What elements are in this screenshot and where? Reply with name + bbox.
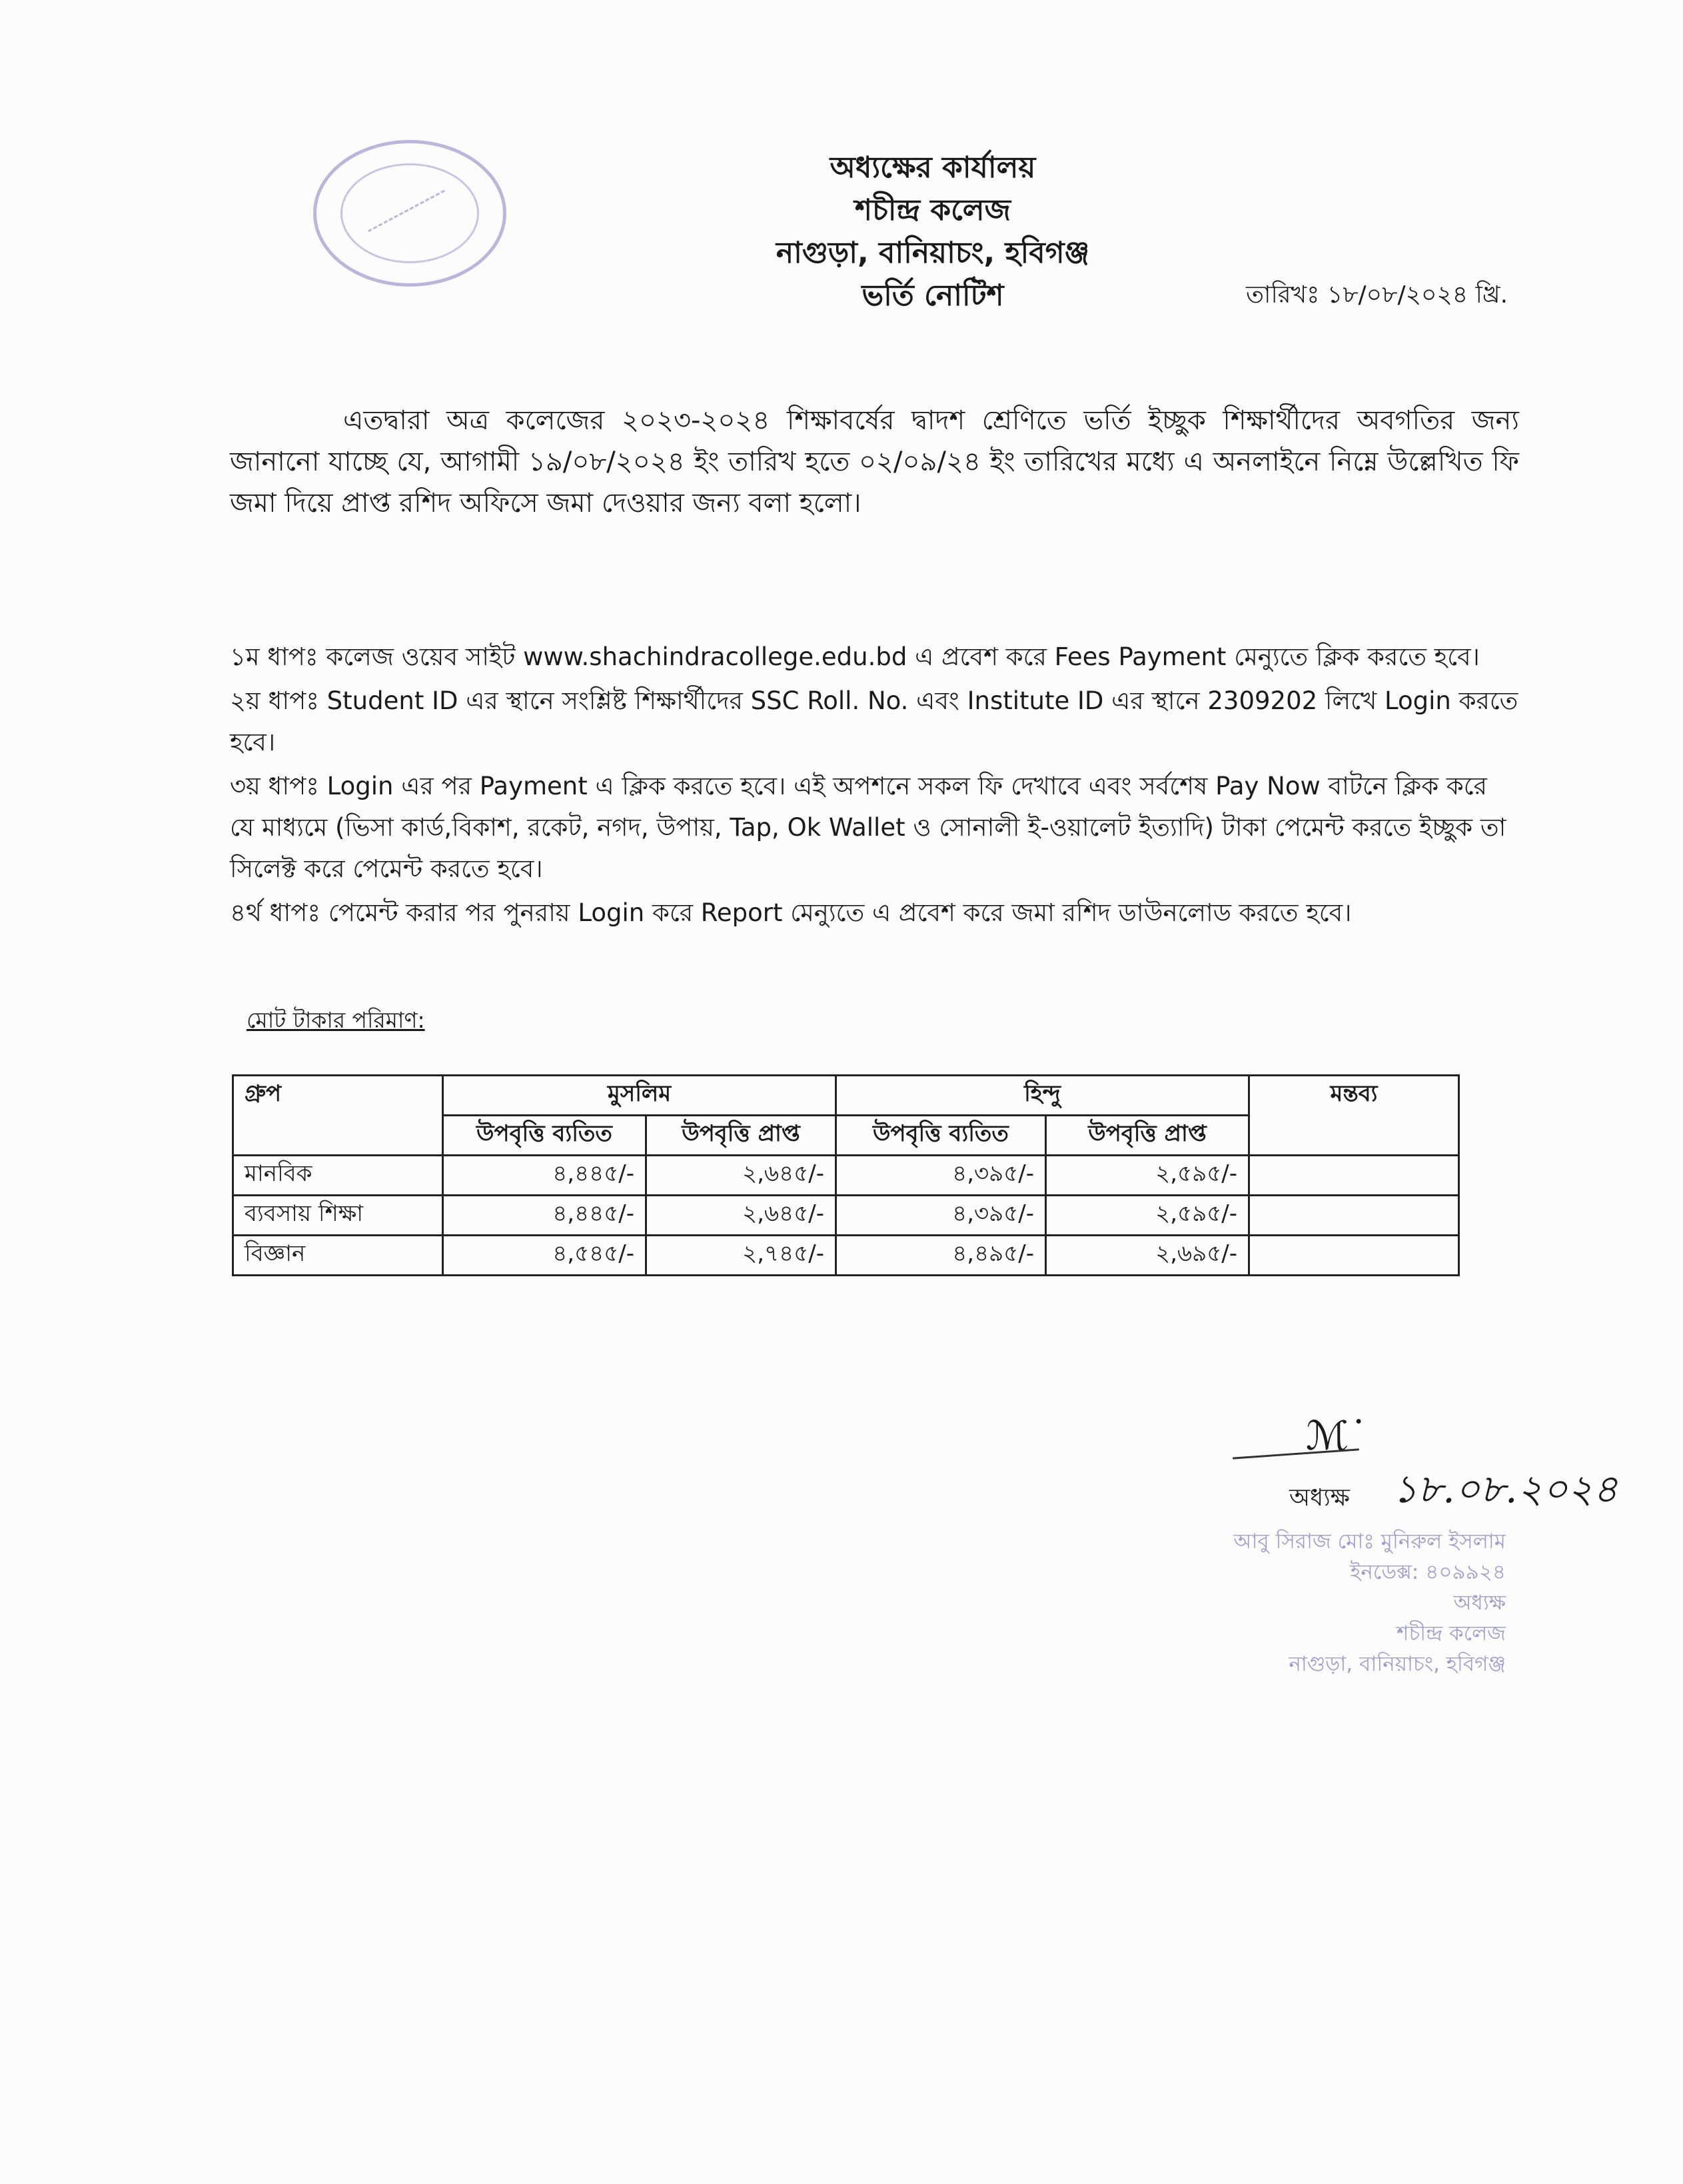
step-2: ২য় ধাপঃ Student ID এর স্থানে সংশ্লিষ্ট শিক্ষার্থীদের SSC Roll. No. এবং Institute ID এর স্থানে 2309202 লিখে Login করতে হবে।	[230, 686, 1518, 756]
group-cell: মানবিক	[233, 1156, 443, 1196]
seal-name: আবু সিরাজ মোঃ মুনিরুল ইসলাম	[1233, 1530, 1506, 1554]
fee-cell: ৪,৫৪৫/-	[443, 1236, 646, 1276]
hindu-with-header: উপবৃত্তি প্রাপ্ত	[1046, 1116, 1249, 1156]
signature-role: অধ্যক্ষ	[1289, 1484, 1350, 1512]
body-paragraph	[230, 400, 1519, 524]
muslim-without-header: উপবৃত্তি ব্যতিত	[443, 1116, 646, 1156]
step-1: ১ম ধাপঃ কলেজ ওয়েব সাইট www.shachindracollege.edu.bd এ প্রবেশ করে Fees Payment মেন্যুতে ক্লিক করতে হবে।	[230, 642, 1480, 671]
table-row	[233, 1156, 1459, 1196]
signature-date: ১৮.০৮.২০২৪	[1393, 1466, 1618, 1512]
muslim-header: মুসলিম	[443, 1076, 836, 1116]
round-college-seal	[313, 140, 506, 287]
remarks-header: মন্তব্য	[1249, 1076, 1459, 1156]
group-cell: বিজ্ঞান	[233, 1236, 443, 1276]
principal-seal	[1133, 1526, 1506, 1679]
fee-cell: ৪,৪৪৫/-	[443, 1196, 646, 1236]
fee-cell: ২,৫৯৫/-	[1046, 1156, 1249, 1196]
fee-cell: ৪,৩৯৫/-	[836, 1156, 1046, 1196]
hindu-without-header: উপবৃত্তি ব্যতিত	[836, 1116, 1046, 1156]
fee-table	[232, 1074, 1460, 1276]
college-name: শচীন্দ্র কলেজ	[855, 193, 1011, 227]
group-header: গ্রুপ	[233, 1076, 443, 1156]
group-cell: ব্যবসায় শিক্ষা	[233, 1196, 443, 1236]
remarks-cell	[1249, 1156, 1459, 1196]
remarks-cell	[1249, 1236, 1459, 1276]
fee-cell: ২,৬৯৫/-	[1046, 1236, 1249, 1276]
letterhead	[666, 147, 1199, 317]
notice-title: ভর্তি নোটিশ	[861, 279, 1004, 313]
fee-cell: ৪,৩৯৫/-	[836, 1196, 1046, 1236]
hindu-header: হিন্দু	[836, 1076, 1249, 1116]
fee-cell: ২,৬৪৫/-	[646, 1156, 836, 1196]
steps-list	[230, 636, 1519, 936]
seal-address: নাগুড়া, বানিয়াচং, হবিগঞ্জ	[1289, 1652, 1506, 1676]
table-row	[233, 1196, 1459, 1236]
body-text: এতদ্বারা অত্র কলেজের ২০২৩-২০২৪ শিক্ষাবর্ষের দ্বাদশ শ্রেণিতে ভর্তি ইচ্ছুক শিক্ষার্থীদের অবগতির জন্য জানানো যাচ্ছে যে, আগামী ১৯/০৮/২০২৪ ইং তারিখ হতে ০২/০৯/২৪ ইং তারিখের মধ্যে এ অনলাইনে নিম্নে উল্লেখিত ফি জমা দিয়ে প্রাপ্ত রশিদ অফিসে জমা দেওয়ার জন্য বলা হলো।	[230, 405, 1519, 519]
fee-cell: ৪,৪৯৫/-	[836, 1236, 1046, 1276]
fee-cell: ২,৫৯৫/-	[1046, 1196, 1249, 1236]
fee-cell: ২,৬৪৫/-	[646, 1196, 836, 1236]
fee-cell: ২,৭৪৫/-	[646, 1236, 836, 1276]
notice-date: তারিখঃ ১৮/০৮/২০২৪ খ্রি.	[1246, 281, 1508, 309]
remarks-cell	[1249, 1196, 1459, 1236]
signature-mark: ℳ˙	[1306, 1413, 1369, 1460]
office-title: অধ্যক্ষের কার্যালয়	[830, 151, 1036, 185]
college-address: নাগুড়া, বানিয়াচং, হবিগঞ্জ	[776, 236, 1090, 270]
fee-cell: ৪,৪৪৫/-	[443, 1156, 646, 1196]
total-amount-title: মোট টাকার পরিমাণ:	[247, 1007, 425, 1033]
seal-index: ইনডেক্স: ৪০৯৯২৪	[1350, 1560, 1506, 1584]
muslim-with-header: উপবৃত্তি প্রাপ্ত	[646, 1116, 836, 1156]
step-3: ৩য় ধাপঃ Login এর পর Payment এ ক্লিক করতে হবে। এই অপশনে সকল ফি দেখাবে এবং সর্বশেষ Pay Now বাটনে ক্লিক করে যে মাধ্যমে (ভিসা কার্ড,বিকাশ, রকেট, নগদ, উপায়, Tap, Ok Wallet ও সোনালী ই-ওয়ালেট ইত্যাদি) টাকা পেমেন্ট করতে ইচ্ছুক তা সিলেক্ট করে পেমেন্ট করতে হবে।	[230, 772, 1506, 883]
seal-role: অধ্যক্ষ	[1453, 1591, 1506, 1615]
seal-college: শচীন্দ্র কলেজ	[1397, 1622, 1506, 1645]
table-row	[233, 1236, 1459, 1276]
step-4: ৪র্থ ধাপঃ পেমেন্ট করার পর পুনরায় Login করে Report মেন্যুতে এ প্রবেশ করে জমা রশিদ ডাউনলোড করতে হবে।	[230, 898, 1352, 927]
